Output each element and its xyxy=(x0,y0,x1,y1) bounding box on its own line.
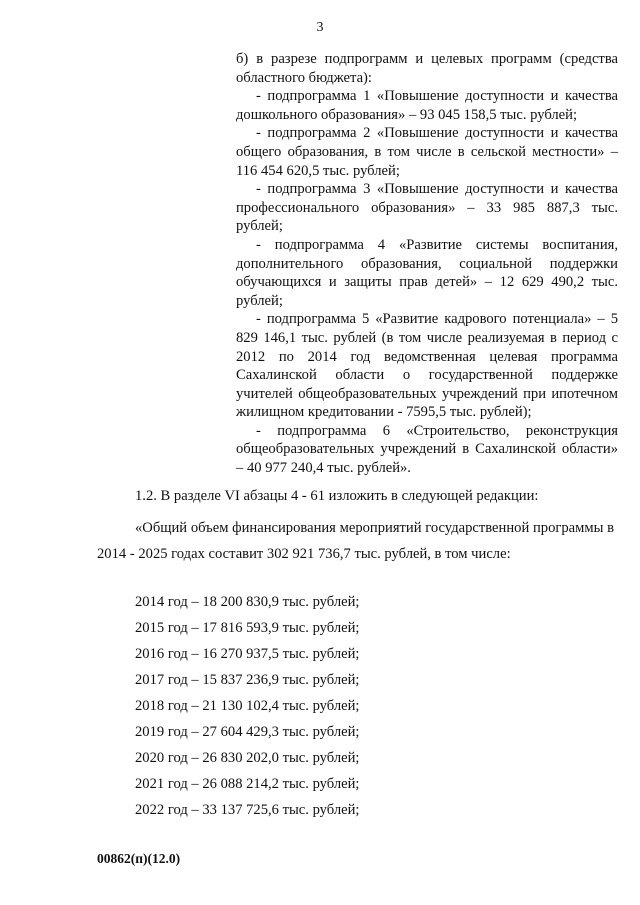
year-funding-line: 2015 год – 17 816 593,9 тыс. рублей; xyxy=(135,620,360,636)
year-funding-line: 2014 год – 18 200 830,9 тыс. рублей; xyxy=(135,594,360,610)
subprogram-item: - подпрограмма 1 «Повышение доступности и качества дошкольного образования» – 93 045 158,5 тыс. рублей; xyxy=(236,88,618,123)
year-funding-line: 2020 год – 26 830 202,0 тыс. рублей; xyxy=(135,750,360,766)
subprogram-item: - подпрограмма 3 «Повышение доступности и качества профессионального образования» – 33 985 887,3 тыс. рублей; xyxy=(236,181,618,235)
document-code: 00862(п)(12.0) xyxy=(97,851,181,866)
year-funding-line: 2016 год – 16 270 937,5 тыс. рублей; xyxy=(135,646,360,662)
subprogram-breakdown xyxy=(236,50,618,478)
yearly-funding-list xyxy=(135,593,359,827)
year-funding-line: 2017 год – 15 837 236,9 тыс. рублей; xyxy=(135,672,360,688)
subprogram-item: - подпрограмма 5 «Развитие кадрового потенциала» – 5 829 146,1 тыс. рублей (в том числе реализуемая в период с 2012 по 2014 год ведомственная целевая программа Сахалинской области о государственной поддержке учителей общеобразовательных учреждений при ипотечном жилищном кредитовании - 7595,5 тыс. рублей); xyxy=(236,311,618,421)
subprogram-item: - подпрограмма 4 «Развитие системы воспитания, дополнительного образования, социальной поддержки обучающихся и защиты прав детей» – 12 629 490,2 тыс. рублей; xyxy=(236,236,618,309)
year-funding-line: 2019 год – 27 604 429,3 тыс. рублей; xyxy=(135,724,360,740)
subprogram-item: - подпрограмма 6 «Строительство, реконструкция общеобразовательных учреждений в Сахалинской области» – 40 977 240,4 тыс. рублей». xyxy=(236,422,618,477)
breakdown-heading: б) в разрезе подпрограмм и целевых программ (средства областного бюджета): xyxy=(236,51,618,86)
year-funding-line: 2021 год – 26 088 214,2 тыс. рублей; xyxy=(135,776,360,792)
total-funding-paragraph: «Общий объем финансирования мероприятий государственной программы в 2014 - 2025 годах составит 302 921 736,7 тыс. рублей, в том числе: xyxy=(97,520,614,562)
subprogram-item: - подпрограмма 2 «Повышение доступности и качества общего образования, в том числе в сельской местности» – 116 454 620,5 тыс. рублей; xyxy=(236,125,618,179)
year-funding-line: 2018 год – 21 130 102,4 тыс. рублей; xyxy=(135,698,360,714)
page-number: 3 xyxy=(316,20,324,35)
year-funding-line: 2022 год – 33 137 725,6 тыс. рублей; xyxy=(135,802,360,818)
section-1-2: 1.2. В разделе VI абзацы 4 - 61 изложить в следующей редакции: xyxy=(135,488,539,504)
